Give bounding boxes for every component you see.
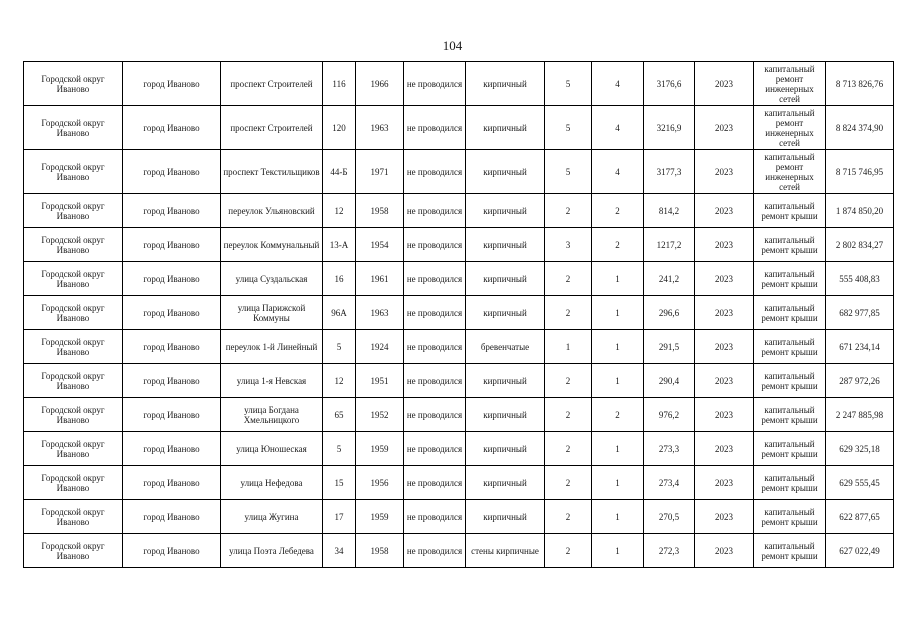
district-cell: Городской округ Иваново xyxy=(24,364,123,398)
repair-status-cell: не проводился xyxy=(404,194,466,228)
table-row xyxy=(24,296,894,330)
area-cell: 976,2 xyxy=(644,398,695,432)
cost-cell: 287 972,26 xyxy=(826,364,894,398)
city-cell: город Иваново xyxy=(123,432,221,466)
city-cell: город Иваново xyxy=(123,150,221,194)
table-row xyxy=(24,150,894,194)
table-row xyxy=(24,228,894,262)
floors-cell: 2 xyxy=(545,466,592,500)
district-cell: Городской округ Иваново xyxy=(24,296,123,330)
house-number-cell: 12 xyxy=(323,364,356,398)
entrances-cell: 1 xyxy=(592,534,644,568)
cost-cell: 682 977,85 xyxy=(826,296,894,330)
city-cell: город Иваново xyxy=(123,228,221,262)
area-cell: 290,4 xyxy=(644,364,695,398)
repair-status-cell: не проводился xyxy=(404,466,466,500)
cost-cell: 2 247 885,98 xyxy=(826,398,894,432)
wall-material-cell: кирпичный xyxy=(466,194,545,228)
plan-year-cell: 2023 xyxy=(695,228,754,262)
area-cell: 3216,9 xyxy=(644,106,695,150)
wall-material-cell: кирпичный xyxy=(466,262,545,296)
repair-status-cell: не проводился xyxy=(404,228,466,262)
wall-material-cell: кирпичный xyxy=(466,106,545,150)
wall-material-cell: бревенчатые xyxy=(466,330,545,364)
street-cell: улица Поэта Лебедева xyxy=(221,534,323,568)
cost-cell: 8 824 374,90 xyxy=(826,106,894,150)
floors-cell: 1 xyxy=(545,330,592,364)
street-cell: улица Суздальская xyxy=(221,262,323,296)
area-cell: 272,3 xyxy=(644,534,695,568)
build-year-cell: 1954 xyxy=(356,228,404,262)
district-cell: Городской округ Иваново xyxy=(24,398,123,432)
work-type-cell: капитальный ремонт крыши xyxy=(754,228,826,262)
build-year-cell: 1958 xyxy=(356,194,404,228)
area-cell: 291,5 xyxy=(644,330,695,364)
cost-cell: 8 715 746,95 xyxy=(826,150,894,194)
work-type-cell: капитальный ремонт крыши xyxy=(754,296,826,330)
table-row xyxy=(24,262,894,296)
area-cell: 814,2 xyxy=(644,194,695,228)
build-year-cell: 1966 xyxy=(356,62,404,106)
area-cell: 270,5 xyxy=(644,500,695,534)
area-cell: 1217,2 xyxy=(644,228,695,262)
build-year-cell: 1963 xyxy=(356,296,404,330)
street-cell: улица 1-я Невская xyxy=(221,364,323,398)
street-cell: проспект Строителей xyxy=(221,106,323,150)
area-cell: 3176,6 xyxy=(644,62,695,106)
entrances-cell: 4 xyxy=(592,62,644,106)
cost-cell: 671 234,14 xyxy=(826,330,894,364)
work-type-cell: капитальный ремонт крыши xyxy=(754,398,826,432)
house-number-cell: 15 xyxy=(323,466,356,500)
city-cell: город Иваново xyxy=(123,364,221,398)
cost-cell: 622 877,65 xyxy=(826,500,894,534)
wall-material-cell: кирпичный xyxy=(466,500,545,534)
plan-year-cell: 2023 xyxy=(695,262,754,296)
table-row xyxy=(24,62,894,106)
street-cell: улица Парижской Коммуны xyxy=(221,296,323,330)
city-cell: город Иваново xyxy=(123,62,221,106)
district-cell: Городской округ Иваново xyxy=(24,330,123,364)
table-row xyxy=(24,466,894,500)
city-cell: город Иваново xyxy=(123,534,221,568)
floors-cell: 2 xyxy=(545,262,592,296)
build-year-cell: 1959 xyxy=(356,432,404,466)
house-number-cell: 116 xyxy=(323,62,356,106)
floors-cell: 2 xyxy=(545,296,592,330)
street-cell: проспект Строителей xyxy=(221,62,323,106)
table-row xyxy=(24,500,894,534)
table-row xyxy=(24,194,894,228)
build-year-cell: 1971 xyxy=(356,150,404,194)
floors-cell: 2 xyxy=(545,194,592,228)
build-year-cell: 1924 xyxy=(356,330,404,364)
area-cell: 241,2 xyxy=(644,262,695,296)
house-number-cell: 12 xyxy=(323,194,356,228)
city-cell: город Иваново xyxy=(123,398,221,432)
entrances-cell: 1 xyxy=(592,262,644,296)
work-type-cell: капитальный ремонт крыши xyxy=(754,330,826,364)
build-year-cell: 1961 xyxy=(356,262,404,296)
cost-cell: 629 555,45 xyxy=(826,466,894,500)
wall-material-cell: кирпичный xyxy=(466,228,545,262)
repair-status-cell: не проводился xyxy=(404,262,466,296)
repair-status-cell: не проводился xyxy=(404,62,466,106)
table-row xyxy=(24,330,894,364)
cost-cell: 629 325,18 xyxy=(826,432,894,466)
district-cell: Городской округ Иваново xyxy=(24,500,123,534)
city-cell: город Иваново xyxy=(123,296,221,330)
floors-cell: 2 xyxy=(545,432,592,466)
house-number-cell: 17 xyxy=(323,500,356,534)
build-year-cell: 1958 xyxy=(356,534,404,568)
city-cell: город Иваново xyxy=(123,194,221,228)
build-year-cell: 1959 xyxy=(356,500,404,534)
wall-material-cell: стены кирпичные xyxy=(466,534,545,568)
district-cell: Городской округ Иваново xyxy=(24,466,123,500)
work-type-cell: капитальный ремонт крыши xyxy=(754,534,826,568)
table-row xyxy=(24,106,894,150)
house-number-cell: 44-Б xyxy=(323,150,356,194)
street-cell: переулок Ульяновский xyxy=(221,194,323,228)
district-cell: Городской округ Иваново xyxy=(24,194,123,228)
city-cell: город Иваново xyxy=(123,262,221,296)
entrances-cell: 1 xyxy=(592,466,644,500)
plan-year-cell: 2023 xyxy=(695,150,754,194)
registry-table xyxy=(23,61,894,568)
build-year-cell: 1956 xyxy=(356,466,404,500)
plan-year-cell: 2023 xyxy=(695,432,754,466)
plan-year-cell: 2023 xyxy=(695,364,754,398)
cost-cell: 555 408,83 xyxy=(826,262,894,296)
area-cell: 273,3 xyxy=(644,432,695,466)
wall-material-cell: кирпичный xyxy=(466,466,545,500)
work-type-cell: капитальный ремонт крыши xyxy=(754,500,826,534)
page-number: 104 xyxy=(442,38,463,53)
house-number-cell: 120 xyxy=(323,106,356,150)
floors-cell: 2 xyxy=(545,364,592,398)
district-cell: Городской округ Иваново xyxy=(24,432,123,466)
table-body xyxy=(24,62,894,568)
area-cell: 3177,3 xyxy=(644,150,695,194)
entrances-cell: 1 xyxy=(592,330,644,364)
cost-cell: 8 713 826,76 xyxy=(826,62,894,106)
wall-material-cell: кирпичный xyxy=(466,398,545,432)
floors-cell: 2 xyxy=(545,398,592,432)
work-type-cell: капитальный ремонт инженерных сетей xyxy=(754,62,826,106)
plan-year-cell: 2023 xyxy=(695,500,754,534)
house-number-cell: 65 xyxy=(323,398,356,432)
cost-cell: 1 874 850,20 xyxy=(826,194,894,228)
entrances-cell: 1 xyxy=(592,296,644,330)
house-number-cell: 16 xyxy=(323,262,356,296)
repair-status-cell: не проводился xyxy=(404,150,466,194)
wall-material-cell: кирпичный xyxy=(466,364,545,398)
house-number-cell: 34 xyxy=(323,534,356,568)
cost-cell: 627 022,49 xyxy=(826,534,894,568)
plan-year-cell: 2023 xyxy=(695,106,754,150)
entrances-cell: 4 xyxy=(592,150,644,194)
floors-cell: 3 xyxy=(545,228,592,262)
table-row xyxy=(24,432,894,466)
city-cell: город Иваново xyxy=(123,330,221,364)
repair-status-cell: не проводился xyxy=(404,500,466,534)
plan-year-cell: 2023 xyxy=(695,296,754,330)
entrances-cell: 1 xyxy=(592,432,644,466)
house-number-cell: 5 xyxy=(323,330,356,364)
work-type-cell: капитальный ремонт крыши xyxy=(754,466,826,500)
floors-cell: 5 xyxy=(545,150,592,194)
house-number-cell: 96А xyxy=(323,296,356,330)
street-cell: проспект Текстильщиков xyxy=(221,150,323,194)
street-cell: переулок 1-й Линейный xyxy=(221,330,323,364)
district-cell: Городской округ Иваново xyxy=(24,106,123,150)
floors-cell: 2 xyxy=(545,534,592,568)
street-cell: улица Жугина xyxy=(221,500,323,534)
repair-status-cell: не проводился xyxy=(404,432,466,466)
floors-cell: 2 xyxy=(545,500,592,534)
street-cell: переулок Коммунальный xyxy=(221,228,323,262)
district-cell: Городской округ Иваново xyxy=(24,534,123,568)
area-cell: 296,6 xyxy=(644,296,695,330)
table-row xyxy=(24,398,894,432)
wall-material-cell: кирпичный xyxy=(466,150,545,194)
wall-material-cell: кирпичный xyxy=(466,296,545,330)
work-type-cell: капитальный ремонт инженерных сетей xyxy=(754,106,826,150)
repair-status-cell: не проводился xyxy=(404,534,466,568)
floors-cell: 5 xyxy=(545,62,592,106)
entrances-cell: 2 xyxy=(592,228,644,262)
street-cell: улица Нефедова xyxy=(221,466,323,500)
district-cell: Городской округ Иваново xyxy=(24,262,123,296)
build-year-cell: 1963 xyxy=(356,106,404,150)
repair-status-cell: не проводился xyxy=(404,296,466,330)
table-row xyxy=(24,364,894,398)
work-type-cell: капитальный ремонт крыши xyxy=(754,364,826,398)
repair-status-cell: не проводился xyxy=(404,398,466,432)
repair-status-cell: не проводился xyxy=(404,106,466,150)
city-cell: город Иваново xyxy=(123,500,221,534)
city-cell: город Иваново xyxy=(123,466,221,500)
build-year-cell: 1952 xyxy=(356,398,404,432)
work-type-cell: капитальный ремонт крыши xyxy=(754,194,826,228)
plan-year-cell: 2023 xyxy=(695,62,754,106)
work-type-cell: капитальный ремонт инженерных сетей xyxy=(754,150,826,194)
district-cell: Городской округ Иваново xyxy=(24,228,123,262)
build-year-cell: 1951 xyxy=(356,364,404,398)
plan-year-cell: 2023 xyxy=(695,466,754,500)
entrances-cell: 1 xyxy=(592,500,644,534)
table-row xyxy=(24,534,894,568)
wall-material-cell: кирпичный xyxy=(466,62,545,106)
street-cell: улица Юношеская xyxy=(221,432,323,466)
entrances-cell: 2 xyxy=(592,398,644,432)
city-cell: город Иваново xyxy=(123,106,221,150)
plan-year-cell: 2023 xyxy=(695,330,754,364)
plan-year-cell: 2023 xyxy=(695,398,754,432)
entrances-cell: 1 xyxy=(592,364,644,398)
floors-cell: 5 xyxy=(545,106,592,150)
cost-cell: 2 802 834,27 xyxy=(826,228,894,262)
repair-status-cell: не проводился xyxy=(404,330,466,364)
entrances-cell: 2 xyxy=(592,194,644,228)
house-number-cell: 5 xyxy=(323,432,356,466)
plan-year-cell: 2023 xyxy=(695,194,754,228)
street-cell: улица Богдана Хмельницкого xyxy=(221,398,323,432)
house-number-cell: 13-А xyxy=(323,228,356,262)
wall-material-cell: кирпичный xyxy=(466,432,545,466)
plan-year-cell: 2023 xyxy=(695,534,754,568)
district-cell: Городской округ Иваново xyxy=(24,62,123,106)
repair-status-cell: не проводился xyxy=(404,364,466,398)
work-type-cell: капитальный ремонт крыши xyxy=(754,432,826,466)
entrances-cell: 4 xyxy=(592,106,644,150)
work-type-cell: капитальный ремонт крыши xyxy=(754,262,826,296)
area-cell: 273,4 xyxy=(644,466,695,500)
district-cell: Городской округ Иваново xyxy=(24,150,123,194)
